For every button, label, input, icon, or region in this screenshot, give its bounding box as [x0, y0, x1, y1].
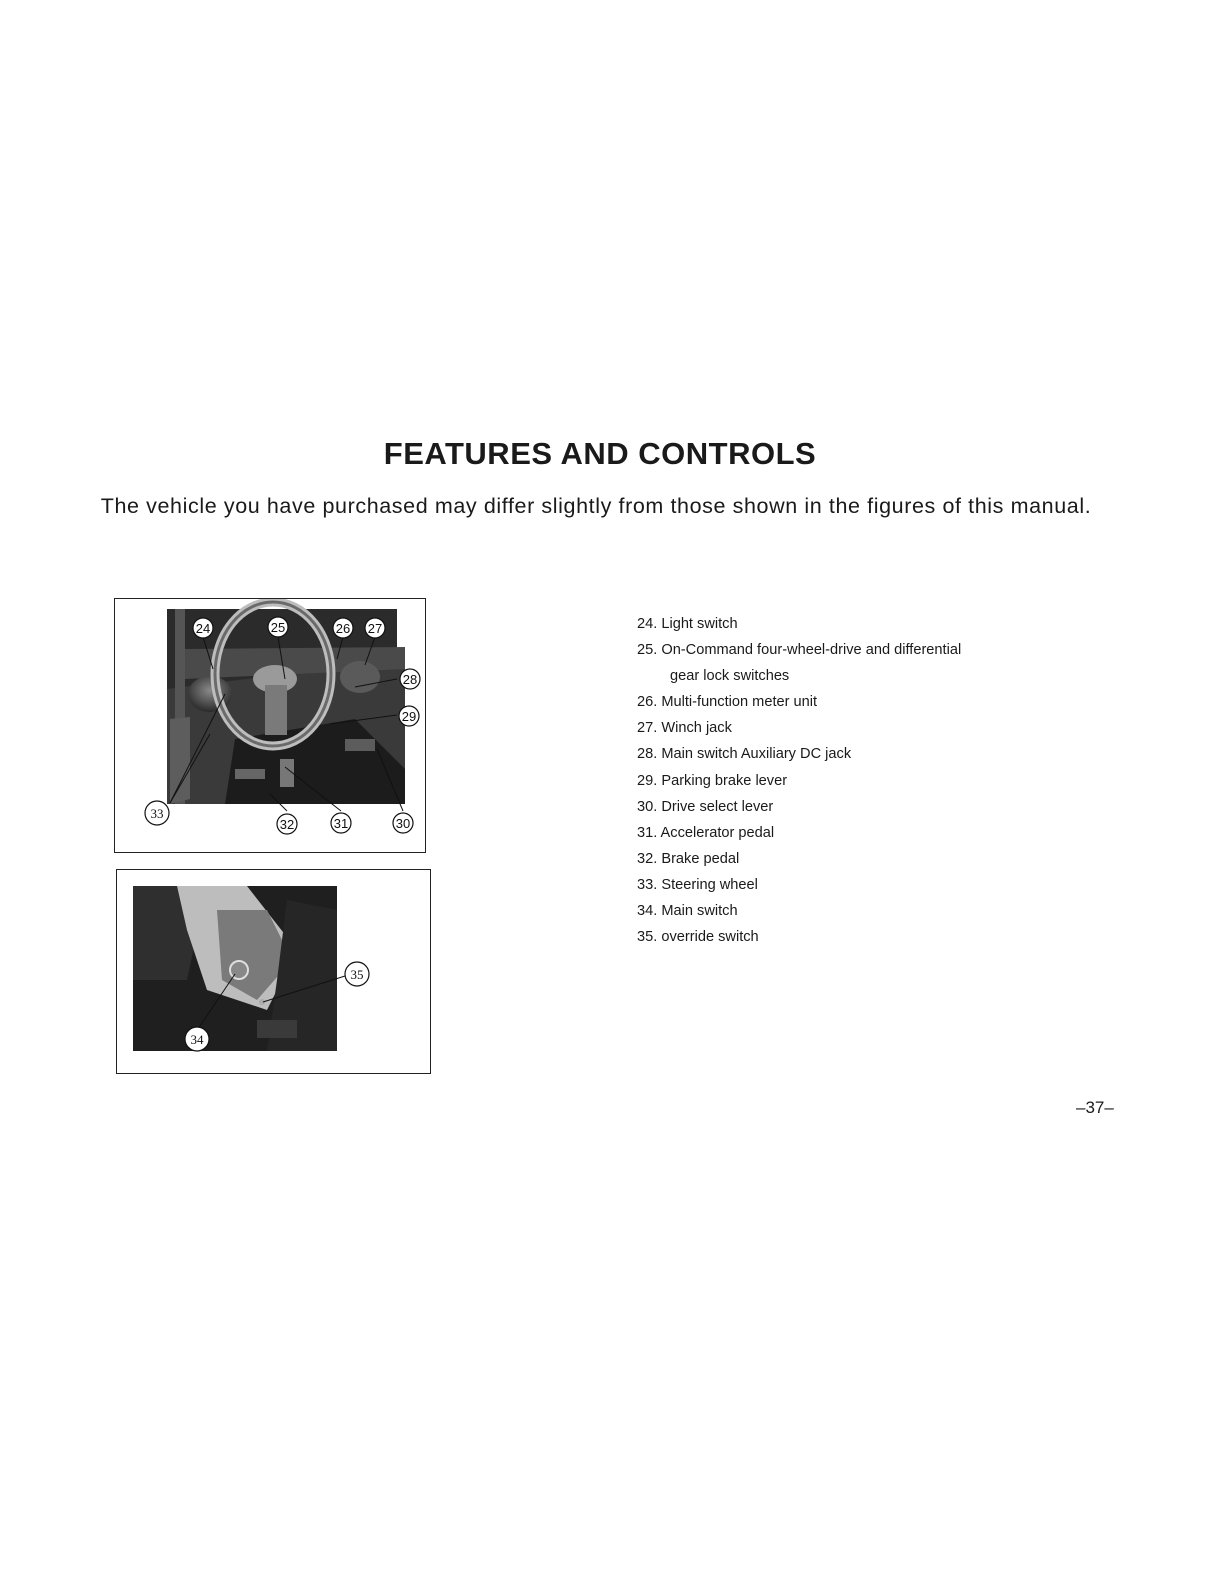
svg-text:25: 25: [270, 620, 286, 635]
svg-text:32: 32: [279, 817, 295, 832]
legend-item: 32. Brake pedal: [637, 850, 740, 867]
svg-text:35: 35: [350, 967, 364, 982]
svg-text:31: 31: [333, 816, 349, 831]
legend-item: 35. override switch: [637, 929, 759, 946]
callout-34: [185, 1027, 209, 1051]
callout-35: [345, 962, 369, 986]
callout-30: [393, 813, 413, 833]
legend-item: 25. On-Command four-wheel-drive and differential: [637, 642, 962, 659]
callout-31: [331, 813, 351, 833]
page-title: FEATURES AND CONTROLS: [383, 436, 817, 471]
legend-item: 33. Steering wheel: [637, 876, 758, 893]
page-number: –37–: [1076, 1098, 1114, 1117]
dashboard-illustration: [115, 599, 425, 852]
legend-item: 30. Drive select lever: [637, 798, 774, 815]
legend-item: 26. Multi-function meter unit: [637, 694, 818, 711]
callout-28: [400, 669, 420, 689]
callout-29: [399, 706, 419, 726]
legend-item: 31. Accelerator pedal: [637, 824, 775, 841]
svg-text:28: 28: [402, 672, 418, 687]
callout-24: [193, 618, 213, 638]
svg-text:27: 27: [367, 621, 383, 636]
legend-item: 24. Light switch: [637, 616, 738, 632]
callout-25: [268, 617, 288, 637]
legend-item: 27. Winch jack: [637, 720, 732, 737]
legend-item-continuation: gear lock switches: [670, 668, 790, 685]
legend-item: 28. Main switch Auxiliary DC jack: [637, 746, 852, 763]
svg-text:34: 34: [190, 1032, 204, 1047]
controls-legend: [637, 611, 961, 950]
callout-32: [277, 814, 297, 834]
legend-item: 34. Main switch: [637, 903, 738, 920]
main-switch-illustration: [117, 870, 430, 1073]
legend-item: 29. Parking brake lever: [637, 772, 788, 789]
main-switch-figure: [116, 869, 431, 1074]
svg-text:26: 26: [335, 621, 351, 636]
svg-text:30: 30: [395, 816, 411, 831]
svg-text:33: 33: [150, 806, 164, 821]
page-subtitle: The vehicle you have purchased may differ slightly from those shown in the figures of this manual.: [100, 494, 1092, 518]
dashboard-figure: [114, 598, 426, 853]
callout-26: [333, 618, 353, 638]
svg-text:29: 29: [401, 709, 417, 724]
callout-33: [145, 801, 169, 825]
callout-27: [365, 618, 385, 638]
svg-text:24: 24: [195, 621, 211, 636]
